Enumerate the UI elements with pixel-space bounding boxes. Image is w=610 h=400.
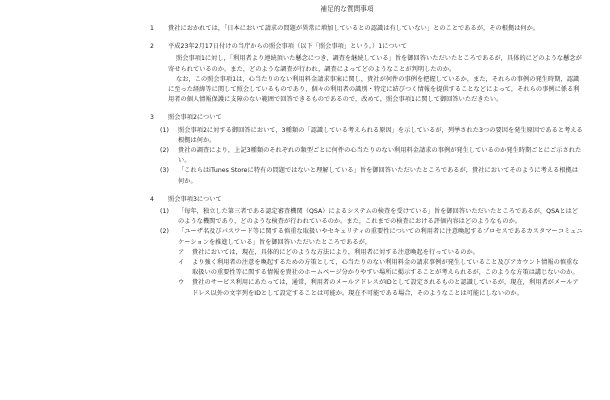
section-number: 3	[150, 114, 154, 122]
list-item: (2) 「ユーザ名及びパスワード等に関する慎重な取扱いやセキュリティの重要性についての利用者に注意喚起するプロセスであるカスタマーコミュニケーションを推進している」旨を御回答いただいたところであるが，	[160, 228, 583, 246]
section-heading: 照会事項3について	[168, 195, 222, 203]
list-item: (1) 「毎年，独立した第三者である認定審査機関（QSA）によるシステムの検査を受けている」旨を御回答いただいたところであるが，QSAとはどのような機関であり，どのような検査が行われているのか。また，これまでの検査における評価内容はどのようなものか。	[160, 208, 579, 226]
list-subitem: ウ 貴社のサービス利用にあたっては，通常，利用者のメールアドレスがIDとして設定されるものと認識しているが，現在，利用者がメールアドレス以外の文字列をIDとして設定することは可能か。現在不可能である場合，そのようなことは可能にしないのか。	[178, 279, 579, 297]
section-4	[150, 195, 584, 299]
section-text: 貴社におかれては，「日本において請求の問題が異常に増加しているとの認識は有していない」とのことであるが，その根拠は何か。	[168, 25, 540, 32]
section-3	[150, 113, 584, 186]
list-subitem: イ より強く利用者の注意を喚起するための方策として，心当たりのない利用料金の請求事例が発生していること及びアカウント情報の慎重な取扱いの重要性等に関する情報を貴社のホームページ分かりやすい場所に掲示することが考えられるが，このような方策は講じないのか。	[178, 259, 579, 277]
section-heading: 照会事項2について	[168, 114, 222, 122]
section-heading: 平成23年2月17日付けの当庁からの照会事項（以下「照会事項」という。）1について	[168, 43, 408, 51]
list-subitem: ア 貴社においては，現在，具体的にどのような方法により，利用者に対する注意喚起を行っているのか。	[178, 248, 479, 256]
paragraph: なお，この照会事項1は，心当たりのない利用料金請求事案に関し，貴社が何件の事例を把握しているか，また，それらの事例の発生時期，認識に至った経緯等に関して照会しているものであり，個々の利用者の識別・特定に結びつく情報を提供することなどによって，それらの事例に係る利用者の個人情報保護に支障のない範囲で回答できるものであるので，改めて，照会事項1に関して御回答いただきたい。	[168, 75, 580, 104]
section-2	[150, 42, 584, 105]
section-number: 1	[150, 25, 154, 32]
list-item: (3) 「これらはiTunes Storeに特有の問題ではないと理解している」旨を御回答いただいたところであるが，貴社においてそのように考える根拠は何か。	[160, 167, 579, 185]
section-1	[150, 24, 584, 34]
paragraph: 照会事項1に対し，「利用者より連続頂いた懸念につき，調査を継続している」旨を御回答いただいたところであるが，具体的にどのような懸念が寄せられているのか。また，どのような調査が行われ，調査によってどのようなことが判明したのか。	[168, 55, 582, 73]
document-title: 補足的な質問事項	[320, 5, 374, 13]
list-item: (1) 照会事項2に対する御回答において，3種類の「認識している考えられる原因」を示しているが，列挙された3つの要因を発生原因であると考える根拠は何か。	[160, 126, 583, 144]
section-number: 2	[150, 43, 154, 51]
section-number: 4	[150, 195, 154, 203]
list-item: (2) 貴社の調査により，上記3種類のそれぞれの類型ごとに何件の心当たりのない利用料金請求の事例が発生しているのか発生時期ごとにご示されたい。	[160, 147, 582, 165]
